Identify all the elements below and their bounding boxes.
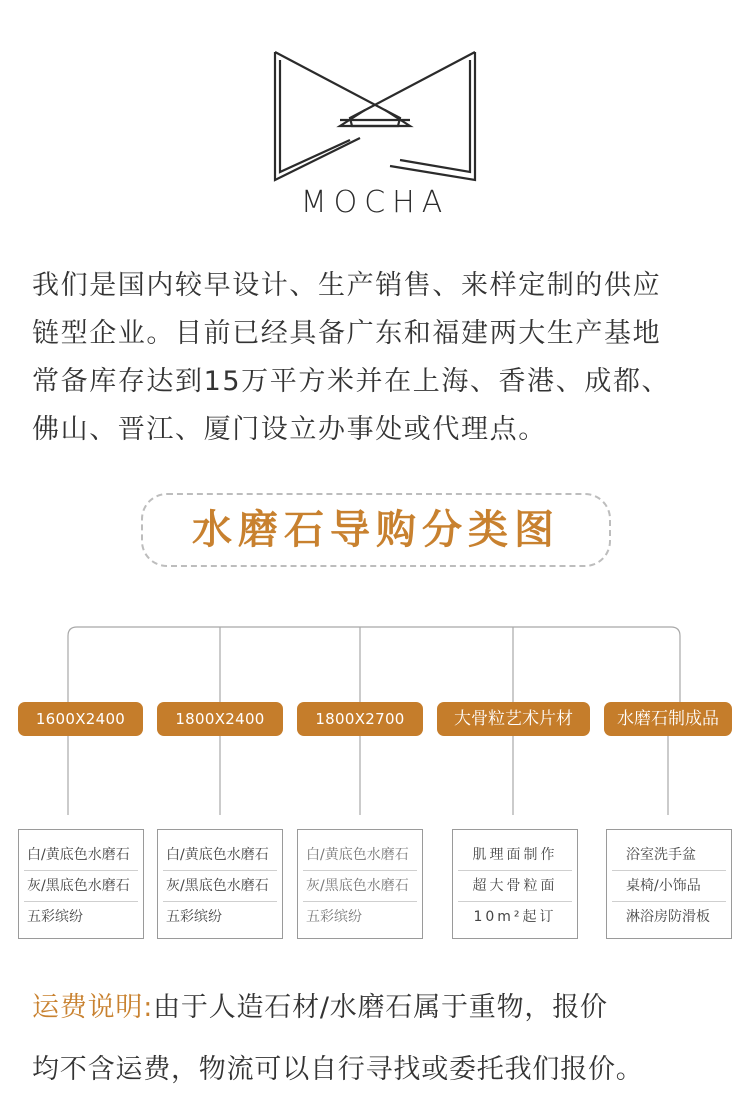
category-art-slab[interactable]: 大骨粒艺术片材 bbox=[437, 702, 590, 736]
tree-top-bracket bbox=[68, 627, 680, 702]
detail-item: 超大骨粒面 bbox=[458, 871, 572, 902]
detail-item: 五彩缤纷 bbox=[306, 909, 362, 925]
detail-item: 灰/黑底色水磨石 bbox=[303, 871, 417, 902]
category-1800x2700[interactable]: 1800X2700 bbox=[297, 702, 423, 736]
category-1600x2400[interactable]: 1600X2400 bbox=[18, 702, 143, 736]
detail-item: 五彩缤纷 bbox=[27, 909, 83, 925]
category-finished-products[interactable]: 水磨石制成品 bbox=[604, 702, 732, 736]
shipping-label: 运费说明: bbox=[32, 992, 154, 1023]
category-detail-box bbox=[157, 829, 283, 939]
section-title: 水磨石导购分类图 bbox=[192, 507, 560, 553]
detail-item: 白/黄底色水磨石 bbox=[163, 840, 277, 871]
detail-item: 桌椅/小饰品 bbox=[612, 871, 726, 902]
shipping-text-line2: 均不含运费，物流可以自行寻找或委托我们报价。 bbox=[32, 1054, 644, 1085]
detail-item: 浴室洗手盆 bbox=[612, 840, 726, 871]
brand-name: MOCHA bbox=[300, 185, 450, 220]
category-detail-box bbox=[606, 829, 732, 939]
detail-item: 白/黄底色水磨石 bbox=[24, 840, 138, 871]
detail-item: 五彩缤纷 bbox=[166, 909, 222, 925]
category-detail-box bbox=[297, 829, 423, 939]
category-1800x2400[interactable]: 1800X2400 bbox=[157, 702, 283, 736]
detail-item: 白/黄底色水磨石 bbox=[303, 840, 417, 871]
intro-line: 链型企业。目前已经具备广东和福建两大生产基地 bbox=[32, 318, 662, 349]
detail-item: 肌理面制作 bbox=[458, 840, 572, 871]
category-detail-box bbox=[18, 829, 144, 939]
shipping-note bbox=[32, 977, 732, 1101]
detail-item: 淋浴房防滑板 bbox=[626, 909, 710, 925]
category-detail-box bbox=[452, 829, 578, 939]
detail-item: 10m²起订 bbox=[473, 909, 557, 925]
shipping-line bbox=[32, 977, 732, 1039]
detail-item: 灰/黑底色水磨石 bbox=[163, 871, 277, 902]
shipping-text-line1: 由于人造石材/水磨石属于重物，报价 bbox=[153, 992, 608, 1023]
intro-line: 佛山、晋江、厦门设立办事处或代理点。 bbox=[32, 414, 547, 445]
detail-item: 灰/黑底色水磨石 bbox=[24, 871, 138, 902]
intro-line: 我们是国内较早设计、生产销售、来样定制的供应 bbox=[32, 270, 662, 301]
intro-line: 常备库存达到15万平方米并在上海、香港、成都、 bbox=[32, 366, 671, 397]
